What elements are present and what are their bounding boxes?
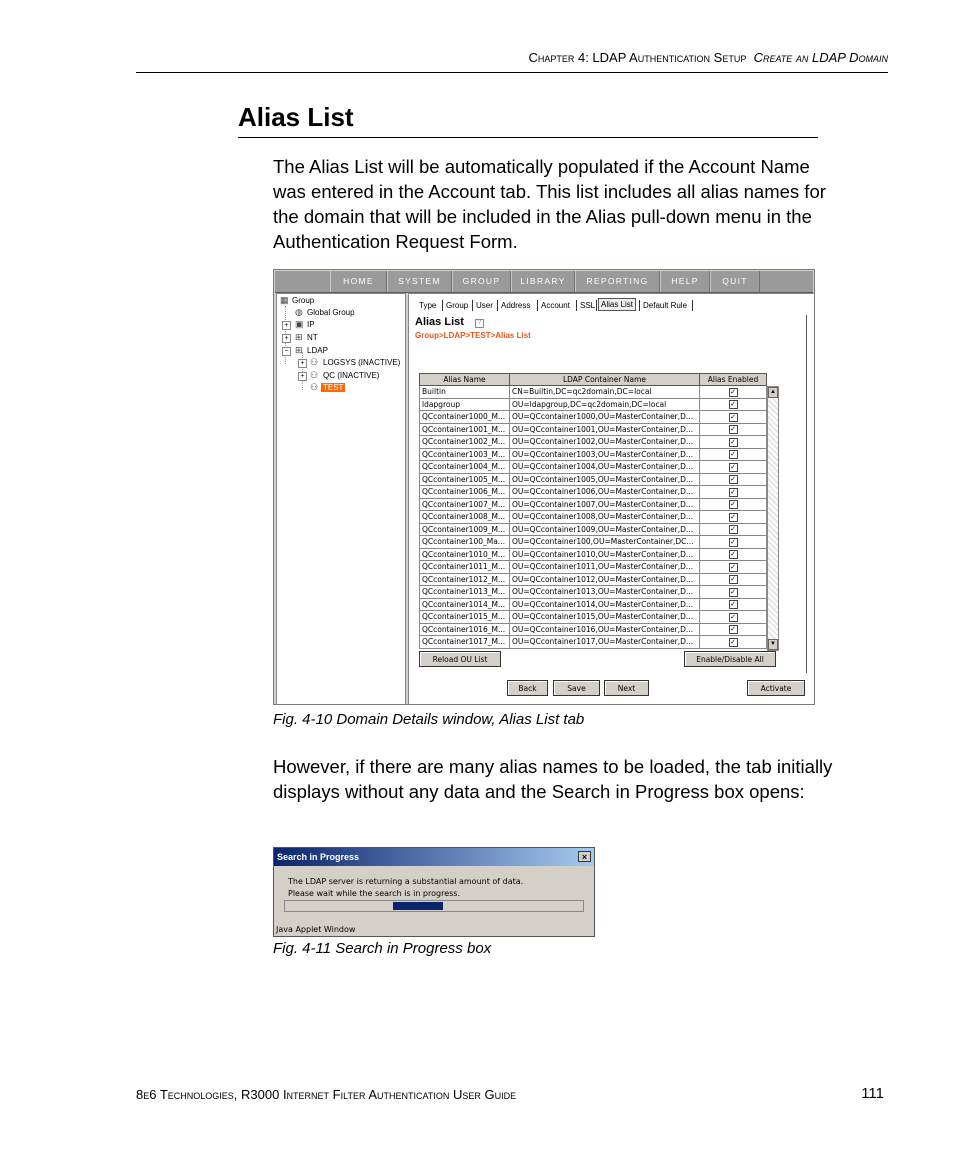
alias-name-cell: QCcontainer1009_M...: [420, 523, 510, 536]
tree-ldap[interactable]: LDAP: [307, 346, 328, 355]
expand-logsys-icon[interactable]: +: [298, 359, 307, 368]
alias-name-cell: QCcontainer1015_M...: [420, 611, 510, 624]
tree-nt[interactable]: NT: [307, 333, 318, 342]
alias-enabled-checkbox[interactable]: ✓: [730, 412, 736, 421]
expand-nt-icon[interactable]: +: [282, 334, 291, 343]
alias-name-cell: QCcontainer1003_M...: [420, 448, 510, 461]
collapse-ldap-icon[interactable]: −: [282, 347, 291, 356]
tree-global-group[interactable]: Global Group: [307, 308, 355, 317]
alias-enabled-checkbox[interactable]: ✓: [730, 512, 736, 521]
table-row[interactable]: [420, 561, 767, 574]
alias-enabled-checkbox[interactable]: ✓: [730, 475, 736, 484]
alias-name-cell: QCcontainer1001_M...: [420, 423, 510, 436]
table-row[interactable]: [420, 523, 767, 536]
back-button[interactable]: Back: [507, 680, 548, 696]
menu-help[interactable]: HELP: [660, 271, 710, 292]
alias-enabled-checkbox[interactable]: ✓: [730, 450, 736, 459]
ldap-container-cell: OU=QCcontainer1012,OU=MasterContainer,D...: [510, 573, 700, 586]
tree-qc[interactable]: QC (INACTIVE): [323, 371, 380, 380]
page-number: 111: [861, 1085, 884, 1102]
network-icon: ⊞: [295, 345, 303, 355]
figure-caption: Fig. 4-11 Search in Progress box: [273, 940, 492, 957]
domain-icon: ⚇: [310, 357, 319, 367]
ldap-container-cell: OU=ldapgroup,DC=qc2domain,DC=local: [510, 398, 700, 411]
section-title: Alias List: [238, 102, 354, 132]
tab-separator: [497, 300, 498, 311]
ldap-container-cell: OU=QCcontainer1003,OU=MasterContainer,D...: [510, 448, 700, 461]
alias-name-cell: Builtin: [420, 386, 510, 399]
alias-enabled-cell: [700, 623, 767, 636]
alias-enabled-checkbox[interactable]: ✓: [730, 500, 736, 509]
chapter-title: Chapter 4: LDAP Authentication Setup: [528, 50, 747, 65]
help-icon[interactable]: ?: [475, 319, 484, 328]
column-header-ldap-container[interactable]: LDAP Container Name: [510, 374, 700, 386]
ldap-container-cell: OU=QCcontainer1015,OU=MasterContainer,D...: [510, 611, 700, 624]
alias-enabled-cell: [700, 598, 767, 611]
tab-user[interactable]: User: [476, 301, 493, 310]
table-row[interactable]: [420, 398, 767, 411]
alias-enabled-checkbox[interactable]: ✓: [730, 425, 736, 434]
alias-enabled-cell: [700, 423, 767, 436]
column-header-alias-enabled[interactable]: Alias Enabled: [700, 374, 767, 386]
navigation-tree: [276, 293, 406, 705]
alias-enabled-checkbox[interactable]: ✓: [730, 525, 736, 534]
alias-enabled-cell: [700, 386, 767, 399]
table-row[interactable]: [420, 498, 767, 511]
alias-name-cell: QCcontainer100_Ma...: [420, 536, 510, 549]
ldap-container-cell: OU=QCcontainer1017,OU=MasterContainer,D...: [510, 636, 700, 649]
table-row[interactable]: [420, 436, 767, 449]
table-row[interactable]: [420, 623, 767, 636]
domain-icon: ⚇: [310, 382, 319, 392]
next-button[interactable]: Next: [604, 680, 649, 696]
expand-qc-icon[interactable]: +: [298, 372, 307, 381]
alias-enabled-checkbox[interactable]: ✓: [730, 400, 736, 409]
alias-enabled-checkbox[interactable]: ✓: [730, 637, 736, 646]
pane-title: Alias List: [415, 316, 464, 328]
table-row[interactable]: [420, 586, 767, 599]
search-in-progress-dialog: [273, 847, 595, 937]
section-name: Create an LDAP Domain: [753, 50, 888, 65]
tree-test-selected[interactable]: TEST: [323, 383, 344, 392]
pane-divider: [806, 315, 807, 673]
progress-indicator: [393, 902, 443, 910]
alias-enabled-cell: [700, 448, 767, 461]
tab-separator: [596, 300, 597, 311]
save-button[interactable]: Save: [553, 680, 600, 696]
alias-enabled-cell: [700, 573, 767, 586]
section-rule: [238, 137, 818, 138]
menu-bar: [275, 271, 813, 293]
ldap-container-cell: OU=QCcontainer1010,OU=MasterContainer,D...: [510, 548, 700, 561]
applet-status: Java Applet Window: [276, 925, 356, 934]
ldap-container-cell: OU=QCcontainer1006,OU=MasterContainer,D...: [510, 486, 700, 499]
ldap-container-cell: OU=QCcontainer1008,OU=MasterContainer,D...: [510, 511, 700, 524]
alias-enabled-checkbox[interactable]: ✓: [730, 487, 736, 496]
dialog-title: [274, 848, 594, 866]
ldap-container-cell: OU=QCcontainer1002,OU=MasterContainer,D...: [510, 436, 700, 449]
expand-ip-icon[interactable]: +: [282, 321, 291, 330]
dialog-title-text: Search in Progress: [277, 852, 360, 862]
tab-type[interactable]: Type: [419, 301, 437, 310]
table-row[interactable]: [420, 573, 767, 586]
alias-enabled-cell: [700, 436, 767, 449]
ldap-container-cell: OU=QCcontainer100,OU=MasterContainer,DC...: [510, 536, 700, 549]
alias-table: [419, 373, 767, 649]
alias-enabled-checkbox[interactable]: ✓: [730, 562, 736, 571]
menu-system[interactable]: SYSTEM: [387, 271, 452, 292]
alias-enabled-cell: [700, 411, 767, 424]
table-row[interactable]: [420, 486, 767, 499]
activate-button[interactable]: Activate: [747, 680, 805, 696]
enable-disable-all-button[interactable]: Enable/Disable All: [684, 651, 776, 667]
menu-group[interactable]: GROUP: [452, 271, 511, 292]
figure-caption: Fig. 4-10 Domain Details window, Alias List tab: [273, 711, 585, 728]
tab-separator: [442, 300, 443, 311]
group-folder-icon: ▦: [280, 295, 289, 305]
alias-enabled-checkbox[interactable]: ✓: [730, 462, 736, 471]
alias-name-cell: QCcontainer1010_M...: [420, 548, 510, 561]
table-row[interactable]: [420, 411, 767, 424]
alias-name-cell: QCcontainer1005_M...: [420, 473, 510, 486]
tab-separator: [576, 300, 577, 311]
tab-group[interactable]: Group: [446, 301, 469, 310]
alias-name-cell: QCcontainer1006_M...: [420, 486, 510, 499]
table-row[interactable]: [420, 386, 767, 399]
domain-details-screenshot: [273, 269, 815, 705]
progress-bar: [284, 900, 584, 912]
alias-enabled-cell: [700, 398, 767, 411]
alias-name-cell: QCcontainer1013_M...: [420, 586, 510, 599]
alias-enabled-cell: [700, 611, 767, 624]
breadcrumb: Group>LDAP>TEST>Alias List: [415, 331, 531, 340]
body-paragraph: However, if there are many alias names to be loaded, the tab initially displays without any data and the Search in Progress box opens:: [273, 756, 833, 802]
ldap-container-cell: OU=QCcontainer1007,OU=MasterContainer,D...: [510, 498, 700, 511]
ldap-container-cell: OU=QCcontainer1000,OU=MasterContainer,D...: [510, 411, 700, 424]
tree-logsys[interactable]: LOGSYS (INACTIVE): [323, 358, 401, 367]
table-row[interactable]: [420, 636, 767, 649]
alias-name-cell: QCcontainer1008_M...: [420, 511, 510, 524]
alias-enabled-cell: [700, 498, 767, 511]
tab-separator: [472, 300, 473, 311]
alias-name-cell: QCcontainer1002_M...: [420, 436, 510, 449]
alias-name-cell: QCcontainer1017_M...: [420, 636, 510, 649]
alias-enabled-checkbox[interactable]: ✓: [730, 437, 736, 446]
intro-paragraph: The Alias List will be automatically populated if the Account Name was entered in the Account tab. This list includes all alias names for the domain that will be included in the Alias pull-down menu in the Authentication Request Form.: [273, 156, 826, 252]
alias-enabled-cell: [700, 548, 767, 561]
menu-home[interactable]: HOME: [330, 271, 387, 292]
domain-details-pane: [408, 293, 815, 705]
alias-enabled-cell: [700, 536, 767, 549]
alias-name-cell: QCcontainer1012_M...: [420, 573, 510, 586]
domain-icon: ⚇: [310, 370, 319, 380]
alias-enabled-checkbox[interactable]: ✓: [730, 612, 736, 621]
tab-separator: [639, 300, 640, 311]
alias-name-cell: QCcontainer1004_M...: [420, 461, 510, 474]
table-row[interactable]: [420, 448, 767, 461]
scroll-up-icon[interactable]: ▲: [768, 387, 778, 398]
close-icon[interactable]: ×: [578, 851, 591, 862]
table-row[interactable]: [420, 423, 767, 436]
alias-enabled-checkbox[interactable]: ✓: [730, 587, 736, 596]
alias-name-cell: QCcontainer1016_M...: [420, 623, 510, 636]
alias-enabled-cell: [700, 636, 767, 649]
alias-enabled-checkbox[interactable]: ✓: [730, 575, 736, 584]
alias-name-cell: QCcontainer1014_M...: [420, 598, 510, 611]
alias-enabled-cell: [700, 523, 767, 536]
tab-ssl[interactable]: SSL: [580, 301, 596, 310]
ldap-container-cell: CN=Builtin,DC=qc2domain,DC=local: [510, 386, 700, 399]
alias-enabled-checkbox[interactable]: ✓: [730, 600, 736, 609]
computer-icon: ▣: [295, 319, 304, 329]
ldap-container-cell: OU=QCcontainer1014,OU=MasterContainer,D...: [510, 598, 700, 611]
alias-enabled-cell: [700, 586, 767, 599]
globe-icon: ◍: [295, 307, 303, 317]
alias-enabled-cell: [700, 461, 767, 474]
reload-ou-list-button[interactable]: Reload OU List: [419, 651, 501, 667]
tab-default-rule[interactable]: Default Rule: [643, 301, 688, 310]
table-scrollbar[interactable]: [767, 386, 779, 651]
alias-enabled-cell: [700, 486, 767, 499]
ldap-container-cell: OU=QCcontainer1016,OU=MasterContainer,D...: [510, 623, 700, 636]
tree-root-group[interactable]: Group: [292, 296, 315, 305]
menu-reporting[interactable]: REPORTING: [575, 271, 660, 292]
alias-name-cell: QCcontainer1000_M...: [420, 411, 510, 424]
alias-enabled-cell: [700, 561, 767, 574]
footer-title: 8e6 Technologies, R3000 Internet Filter Authentication User Guide: [136, 1087, 517, 1102]
alias-enabled-checkbox[interactable]: ✓: [730, 537, 736, 546]
alias-enabled-checkbox[interactable]: ✓: [730, 625, 736, 634]
scroll-down-icon[interactable]: ▼: [768, 639, 778, 650]
alias-name-cell: ldapgroup: [420, 398, 510, 411]
tab-alias-list[interactable]: Alias List: [598, 298, 636, 311]
table-row[interactable]: [420, 598, 767, 611]
alias-name-cell: QCcontainer1011_M...: [420, 561, 510, 574]
ldap-container-cell: OU=QCcontainer1004,OU=MasterContainer,D...: [510, 461, 700, 474]
ldap-container-cell: OU=QCcontainer1013,OU=MasterContainer,D...: [510, 586, 700, 599]
menu-library[interactable]: LIBRARY: [511, 271, 575, 292]
table-row[interactable]: [420, 461, 767, 474]
dialog-message: The LDAP server is returning a substantial amount of data.: [288, 877, 524, 886]
running-header: [136, 50, 888, 65]
tree-ip[interactable]: IP: [307, 320, 315, 329]
alias-enabled-checkbox[interactable]: ✓: [730, 387, 736, 396]
alias-enabled-checkbox[interactable]: ✓: [730, 550, 736, 559]
column-header-alias-name[interactable]: Alias Name: [420, 374, 510, 386]
ldap-container-cell: OU=QCcontainer1011,OU=MasterContainer,D...: [510, 561, 700, 574]
tree-guide: [302, 352, 303, 390]
network-icon: ⊞: [295, 332, 303, 342]
tab-address[interactable]: Address: [501, 301, 531, 310]
tab-account[interactable]: Account: [541, 301, 570, 310]
table-row[interactable]: [420, 473, 767, 486]
table-row[interactable]: [420, 536, 767, 549]
table-row[interactable]: [420, 511, 767, 524]
header-rule: [136, 72, 888, 73]
alias-enabled-cell: [700, 511, 767, 524]
ldap-container-cell: OU=QCcontainer1009,OU=MasterContainer,D...: [510, 523, 700, 536]
tab-separator: [692, 300, 693, 311]
tab-separator: [537, 300, 538, 311]
menu-quit[interactable]: QUIT: [710, 271, 760, 292]
dialog-message: Please wait while the search is in progress.: [288, 889, 461, 898]
ldap-container-cell: OU=QCcontainer1005,OU=MasterContainer,D...: [510, 473, 700, 486]
table-row[interactable]: [420, 548, 767, 561]
table-row[interactable]: [420, 611, 767, 624]
alias-name-cell: QCcontainer1007_M...: [420, 498, 510, 511]
alias-enabled-cell: [700, 473, 767, 486]
ldap-container-cell: OU=QCcontainer1001,OU=MasterContainer,D...: [510, 423, 700, 436]
